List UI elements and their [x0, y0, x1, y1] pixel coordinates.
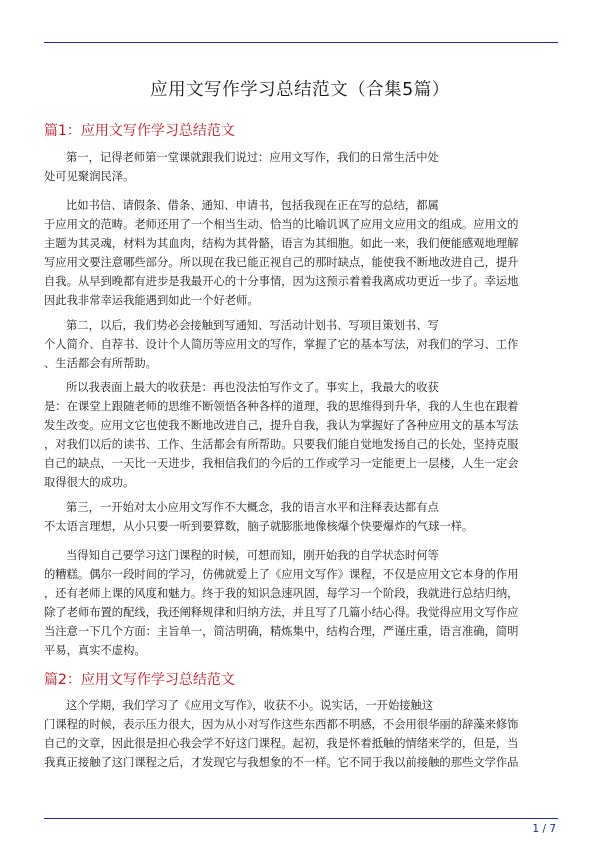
document-title: 应用文写作学习总结范文（合集5篇） [150, 80, 450, 100]
text-line: ，对我们以后的读书、工作、生活都会有所帮助。只要我们能自觉地发扬自己的长处，坚持克服 [44, 438, 519, 451]
text-line: 第二，以后，我们势必会接触到写通知、写活动计划书、写项目策划书、写 [66, 319, 439, 332]
text-line: ，还有老师上课的风度和魅力。终于我的知识急速巩固，每学习一个阶段，我就进行总结归纳， [44, 587, 519, 600]
text-line: 写应用文要注意哪些部分。所以现在我已能正视自己的那时缺点，能使我不断地改进自己，提升 [44, 256, 519, 269]
text-line: 自己的缺点，一天比一天进步，我相信我们的今后的工作或学习一定能更上一层楼，人生一定会 [44, 457, 519, 470]
text-line: 主题为其灵魂，材料为其血肉，结构为其骨骼，语言为其细胞。如此一来，我们便能感观地理解 [44, 237, 519, 250]
text-line: 、生活都会有所帮助。 [44, 357, 157, 370]
section-heading-1: 篇1：应用文写作学习总结范文 [44, 123, 235, 139]
text-line: 因此我非常幸运我能遇到如此一个好老师。 [44, 294, 259, 307]
text-line: 的糟糕。偶尔一段时间的学习，仿佛就爱上了《应用文写作》课程，不仅是应用文它本身的作用 [44, 568, 519, 581]
text-line: 所以我表面上最大的收获是：再也没法怕写作文了。事实上，我最大的收获 [66, 381, 439, 394]
text-line: 除了老师布置的配线，我还阐释规律和归纳方法，并且写了几篇小结心得。我觉得应用文写作应 [44, 606, 519, 619]
text-line: 第三，一开始对太小应用文写作不大概念，我的语言水平和注释表达都有点 [66, 501, 439, 514]
text-line: 处可见聚润民泽。 [44, 170, 135, 183]
paragraph [44, 148, 562, 186]
text-line: 是：在课堂上跟随老师的思维不断领悟各种各样的道理，我的思维得到升华，我的人生也在跟着 [44, 400, 519, 413]
paragraph [44, 378, 562, 492]
text-line: 自我。从早到晚都有进步是我最开心的十分事情，因为这预示着着我离成功更近一步了。幸运地 [44, 275, 519, 288]
text-line: 不太语言理想，从小只要一听到要算数，脑子就膨胀地像核爆个快要爆炸的气球一样。 [44, 520, 474, 533]
page-number: 1 / 7 [532, 823, 556, 835]
paragraph [44, 498, 562, 536]
paragraph [44, 196, 562, 310]
text-line: 个人简介、自荐书、设计个人简历等应用文的写作，掌握了它的基本写法，对我们的学习、工作 [44, 338, 519, 351]
text-line: 于应用文的范畴。老师还用了一个相当生动、恰当的比喻讥讽了应用文应用文的组成。应用文的 [44, 218, 519, 231]
text-line: 这个学期，我们学习了《应用文写作》，收获不小。说实话，一开始接触这 [66, 699, 434, 712]
paragraph [44, 316, 562, 373]
text-line: 平易，真实不虚构。 [44, 644, 146, 657]
footer-rule [44, 818, 558, 819]
text-line: 取得很大的成功。 [44, 476, 135, 489]
text-line: 自己的文章，因此很是担心我会学不好这门课程。起初，我是怀着抵触的情绪来学的，但是，当 [44, 737, 519, 750]
paragraph [44, 696, 562, 772]
text-line: 比如书信、请假条、借条、通知、申请书，包括我现在正在写的总结，都属 [66, 199, 439, 212]
text-line: 当注意一下几个方面：主旨单一，简洁明确，精炼集中，结构合理，严谨庄重，语言准确，简明 [44, 625, 519, 638]
header-rule [44, 42, 558, 43]
text-line: 发生改变。应用文它也使我不断地改进自己，提升自我，我认为掌握好了各种应用文的基本写法 [44, 419, 519, 432]
text-line: 第一，记得老师第一堂课就跟我们说过：应用文写作，我们的日常生活中处 [66, 151, 439, 164]
paragraph [44, 546, 562, 660]
text-line: 当得知自己要学习这门课程的时候，可想而知，刚开始我的自学状态时何等 [66, 549, 439, 562]
section-heading-2: 篇2：应用文写作学习总结范文 [44, 672, 235, 688]
text-line: 门课程的时候，表示压力很大，因为从小对写作这些东西都不明感，不会用很华丽的辞藻来修饰 [44, 718, 519, 731]
text-line: 我真正接触了这门课程之后，才发现它与我想象的不一样。它不同于我以前接触的那些文学作品 [44, 756, 519, 769]
